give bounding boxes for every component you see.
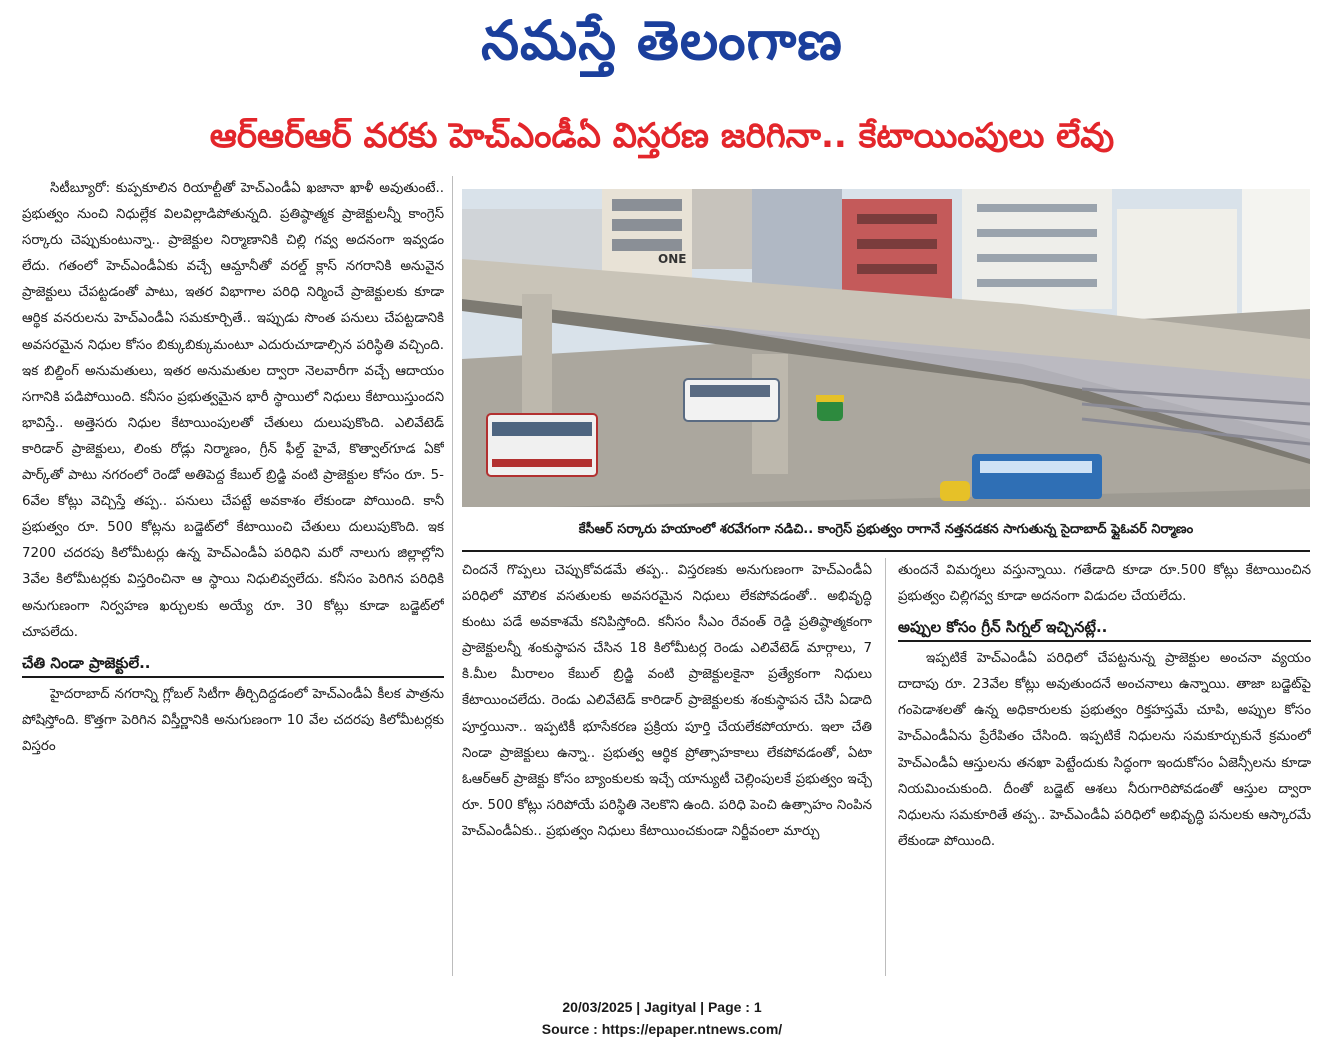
news-photo [462, 189, 1310, 507]
photo-sign-one: ONE [658, 252, 687, 266]
article-paragraph: హైదరాబాద్ నగరాన్ని గ్లోబల్ సిటీగా తీర్చిదిద్దడంలో హెచ్ఎండీఏ కీలక పాత్రను పోషిస్తోంది. కొత్తగా పెరిగిన విస్తీర్ణానికి అనుగుణంగా 10 వేల చదరపు కిలోమీటర్లకు విస్తరం [22, 686, 444, 754]
photo-caption: కేసీఆర్ సర్కారు హయాంలో శరవేగంగా నడిచి.. కాంగ్రెస్ ప్రభుత్వం రాగానే నత్తనడకన సాగుతున్న సైదాబాద్ ఫ్లైఓవర్ నిర్మాణం [462, 510, 1310, 552]
column-divider [452, 176, 453, 976]
article-paragraph: చిందనే గొప్పలు చెప్పుకోవడమే తప్ప.. విస్తరణకు అనుగుణంగా హెచ్ఎండీఏ పరిధిలో మౌలిక వసతులకు అవసరమైన నిధులు లేకపోవడంతో.. అభివృద్ధి కుంటు పడే అవకాశమే కనిపిస్తోంది. కనీసం సీఎం రేవంత్ రెడ్డి ప్రతిష్ఠాత్మకంగా ప్రాజెక్టులన్నీ శంకుస్థాపన చేసిన 18 కిలోమీటర్ల రెండు ఎలివేటెడ్ మార్గాలు, 7 కి.మీల మీరాలం కేబుల్ బ్రిడ్జి వంటి ప్రాజెక్టులకైనా ప్రత్యేకంగా నిధులు కేటాయించలేదు. రెండు ఎలివేటెడ్ కారిడార్ ప్రాజెక్టులకు శంకుస్థాపన చేసి ఏడాది పూర్తయినా.. ఇప్పటికీ భూసేకరణ ప్రక్రియ పూర్తి చేయలేకపోయారు. ఇలా చేతి నిండా ప్రాజెక్టులు ఉన్నా.. ప్రభుత్వ ఆర్థిక ప్రోత్సాహకాలు లేకపోవడంతో, ఏటా ఓఆర్ఆర్ ప్రాజెక్టు కోసం బ్యాంకులకు ఇచ్చే యాన్యుటీ చెల్లింపులకే ప్రభుత్వం ఇచ్చే రూ. 500 కోట్లు సరిపోయే పరిస్థితి నెలకొని ఉంది. పరిధి పెంచి ఉత్సాహం నింపిన హెచ్ఎండీఏకు.. ప్రభుత్వం నిధులు కేటాయించకుండా నిర్జీవంలా మార్చు [462, 563, 872, 839]
column-divider [885, 558, 886, 976]
source-link[interactable]: Source : https://epaper.ntnews.com/ [541, 1021, 783, 1037]
page-headline: ఆర్ఆర్ఆర్ వరకు హెచ్ఎండీఏ విస్తరణ జరిగినా.. కేటాయింపులు లేవు [209, 116, 1115, 156]
page-footer [0, 996, 1324, 1040]
article-paragraph: తుందనే విమర్శలు వస్తున్నాయి. గతేడాది కూడా రూ.500 కోట్లు కేటాయించిన ప్రభుత్వం చిల్లిగవ్వ కూడా అదనంగా విడుదల చేయలేదు. [898, 563, 1311, 605]
article-column-3 [898, 558, 1311, 976]
section-subheading: చేతి నిండా ప్రాజెక్టులే.. [22, 650, 444, 678]
article-paragraph: సిటీబ్యూరో: కుప్పకూలిన రియాల్టీతో హెచ్ఎండీఏ ఖజానా ఖాళీ అవుతుంటే.. ప్రభుత్వం నుంచి నిధుల్లేక విలవిల్లాడిపోతున్నది. ప్రతిష్ఠాత్మక ప్రాజెక్టులన్నీ కాంగ్రెస్ సర్కారు చెప్పుకుంటున్నా.. ప్రాజెక్టుల నిర్మాణానికి చిల్లి గవ్వ అదనంగా ఇవ్వడం లేదు. గతంలో హెచ్ఎండీఏకు వచ్చే ఆమ్దానీతో వరల్డ్ క్లాస్ నగరానికి అనువైన ప్రాజెక్టులు చేపట్టడంతో పాటు, ఇతర విభాగాల పరిధి నిర్మించే ప్రాజెక్టులకు కూడా ఆర్థిక వనరులను హెచ్ఎండీఏ సమకూర్చితే.. ఇప్పుడు సొంత పనులు చేపట్టడానికి అవసరమైన నిధుల కోసం బిక్కుబిక్కుమంటూ ఎదురుచూడాల్సిన పరిస్థితి వచ్చింది. ఇక బిల్డింగ్ అనుమతులు, ఇతర అనుమతుల ద్వారా నెలవారీగా వచ్చే ఆదాయం సగానికి పడిపోయింది. కనీసం ప్రభుత్వమైన భారీ స్థాయిలో నిధులు కేటాయిస్తుందని భావిస్తే.. అత్తెసరు నిధుల కేటాయింపులతో చేతులు దులుపుకొంది. ఎలివేటెడ్ కారిడార్ ప్రాజెక్టులు, లింకు రోడ్లు నిర్మాణం, గ్రీన్ ఫీల్డ్ హైవే, కొత్వాల్‌గూడ ఏకో పార్క్‌తో పాటు నగరంలో రెండో అతిపెద్ద కేబుల్ బ్రిడ్జి వంటి ప్రాజెక్టుల కోసం రూ. 5-6వేల కోట్లు వెచ్చిస్తే తప్ప.. పనులు చేపట్టే అవకాశం లేకుండా పోయింది. కానీ ప్రభుత్వం రూ. 500 కోట్లను బడ్జెట్‌లో కేటాయించి చేతులు దులుపుకొంది. ఇక 7200 చదరపు కిలోమీటర్లు ఉన్న హెచ్ఎండీఏ పరిధిని మరో నాలుగు జిల్లాల్లోని 3వేల కిలోమీటర్లకు విస్తరించినా ఆ స్థాయి నిధులివ్వలేదు. కనీసం పెరిగిన పరిధికి అనుగుణంగా నిర్వహణ ఖర్చులకు అయ్యే రూ. 30 కోట్లు కూడా బడ్జెట్‌లో చూపలేదు. [22, 181, 444, 640]
article-column-2 [462, 558, 872, 976]
masthead-logo: నమస్తే తెలంగాణ [481, 9, 843, 72]
article-column-1 [22, 176, 444, 976]
flyover-photo-illustration [462, 189, 1310, 507]
edition-info: 20/03/2025 | Jagityal | Page : 1 [562, 999, 762, 1015]
section-subheading: అప్పుల కోసం గ్రీన్ సిగ్నల్ ఇచ్చినట్లే.. [898, 614, 1311, 642]
article-paragraph: ఇప్పటికే హెచ్ఎండీఏ పరిధిలో చేపట్టనున్న ప్రాజెక్టుల అంచనా వ్యయం దాదాపు రూ. 23వేల కోట్లు అవుతుందనే అంచనాలు ఉన్నాయి. తాజా బడ్జెట్‌పై గంపెడాశలతో ఉన్న అధికారులకు ప్రభుత్వం రిక్తహస్తమే చూపి, అప్పుల కోసం హెచ్ఎండీఏను ప్రేరేపితం చేసింది. ఇప్పటికే నిధులను సమకూర్చుకునే క్రమంలో హెచ్ఎండీఏ ఆస్తులను తనఖా పెట్టేందుకు సిద్ధంగా ఇందుకోసం ఏజెన్సీలను కూడా నియమించుకుంది. దీంతో బడ్జెట్ ఆశలు నీరుగారిపోవడంతో ఆస్తుల ద్వారా నిధులను సమకూరితే తప్ప.. హెచ్ఎండీఏ పరిధిలో అభివృద్ధి పనులకు ఆస్కారమే లేకుండా పోయింది. [898, 651, 1311, 849]
